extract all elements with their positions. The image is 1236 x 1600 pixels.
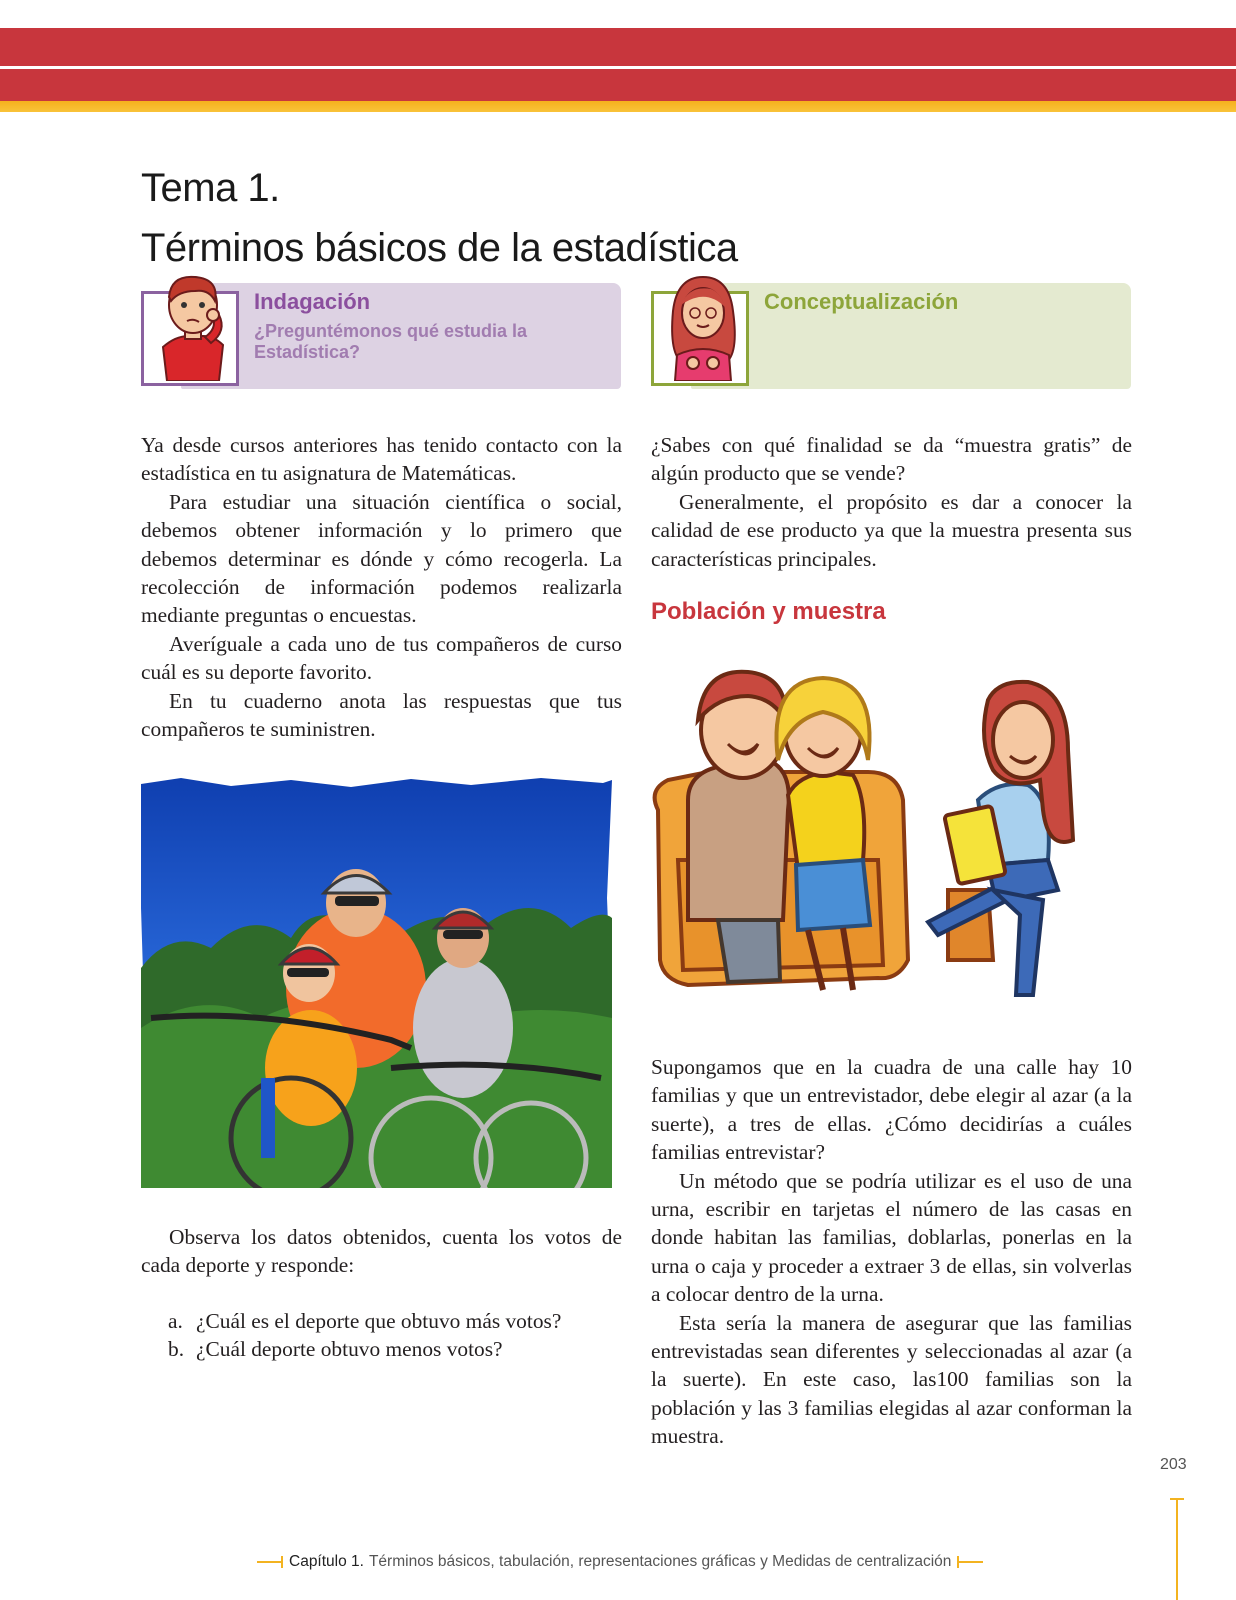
- footer-text: Términos básicos, tabulación, representaciones gráficas y Medidas de centralización: [368, 1553, 952, 1570]
- question-text: ¿Cuál es el deporte que obtuvo más votos?: [196, 1309, 562, 1333]
- left-column-intro: [141, 431, 622, 743]
- left-paragraph-1: Ya desde cursos anteriores has tenido contacto con la estadística en tu asignatura de Matemáticas.: [141, 433, 622, 486]
- right-paragraph-5: Esta sería la manera de asegurar que las familias entrevistadas sean diferentes y seleccionadas al azar (a la suerte). En este caso, las100 familias son la población y las 3 familias elegidas al azar conforman la muestra.: [651, 1310, 1132, 1449]
- footer-rule-left: [257, 1561, 283, 1563]
- header-band-gold: [0, 101, 1236, 112]
- left-column-instructions: [141, 1223, 622, 1280]
- questions-list: [168, 1307, 561, 1364]
- list-item: [168, 1335, 561, 1363]
- interview-illustration: [648, 660, 1134, 1025]
- right-column-intro: [651, 431, 1132, 573]
- indagacion-subheading-line-1: ¿Preguntémonos qué estudia la: [254, 321, 528, 341]
- right-paragraph-1: ¿Sabes con qué finalidad se da “muestra gratis” de algún producto que se vende?: [651, 433, 1132, 486]
- indagacion-subheading-line-2: Estadística?: [254, 342, 361, 362]
- conceptualizacion-box: [651, 283, 1131, 393]
- question-text: ¿Cuál deporte obtuvo menos votos?: [196, 1337, 503, 1362]
- girl-teacher-avatar: [659, 271, 749, 381]
- footer-rule-right: [957, 1561, 983, 1563]
- family-cycling-photo: [141, 778, 612, 1188]
- page-footer: [257, 1553, 1017, 1571]
- left-paragraph-5: Observa los datos obtenidos, cuenta los votos de cada deporte y responde:: [141, 1225, 622, 1278]
- title-line-2: Términos básicos de la estadística: [141, 226, 738, 270]
- right-paragraph-3: Supongamos que en la cuadra de una calle hay 10 familias y que un entrevistador, debe elegir al azar (a la suerte), a tres de ellas. ¿Cómo decidirías a cuáles familias entrevistar?: [651, 1055, 1132, 1165]
- right-paragraph-2: Generalmente, el propósito es dar a conocer la calidad de ese producto ya que la muestra presenta sus características principales.: [651, 489, 1132, 571]
- left-paragraph-4: En tu cuaderno anota las respuestas que tus compañeros te suministren.: [141, 688, 622, 742]
- footer-chapter: Capítulo 1.: [289, 1553, 364, 1570]
- header-band-middle: [0, 69, 1236, 101]
- page-number: 203: [1160, 1456, 1187, 1473]
- indagacion-box: [141, 283, 621, 393]
- page-title: [141, 158, 738, 278]
- boy-thinking-avatar: [149, 271, 239, 381]
- right-paragraph-4: Un método que se podría utilizar es el uso de una urna, escribir en tarjetas el número de las casas en donde habitan las familias, doblarlas, ponerlas en la urna o caja y proceder a extraer 3 de ellas, sin volverlas a colocar dentro de la urna.: [651, 1168, 1132, 1307]
- section-heading: Población y muestra: [651, 598, 886, 625]
- list-item: [168, 1307, 561, 1335]
- header-band-top: [0, 28, 1236, 66]
- conceptualizacion-heading: Conceptualización: [764, 289, 959, 314]
- margin-rule: [1176, 1498, 1178, 1600]
- list-marker: a.: [168, 1309, 183, 1333]
- left-paragraph-2: Para estudiar una situación científica o social, debemos obtener información y lo primero que debemos determinar es dónde y cómo recogerla. La recolección de información podemos realizarla mediante preguntas o encuestas.: [141, 489, 622, 628]
- right-column-population: [651, 1053, 1132, 1451]
- list-marker: b.: [168, 1337, 185, 1362]
- indagacion-subheading: [254, 321, 594, 363]
- left-paragraph-3: Averíguale a cada uno de tus compañeros de curso cuál es su deporte favorito.: [141, 631, 622, 685]
- indagacion-heading: Indagación: [254, 289, 371, 314]
- title-line-1: Tema 1.: [141, 166, 280, 210]
